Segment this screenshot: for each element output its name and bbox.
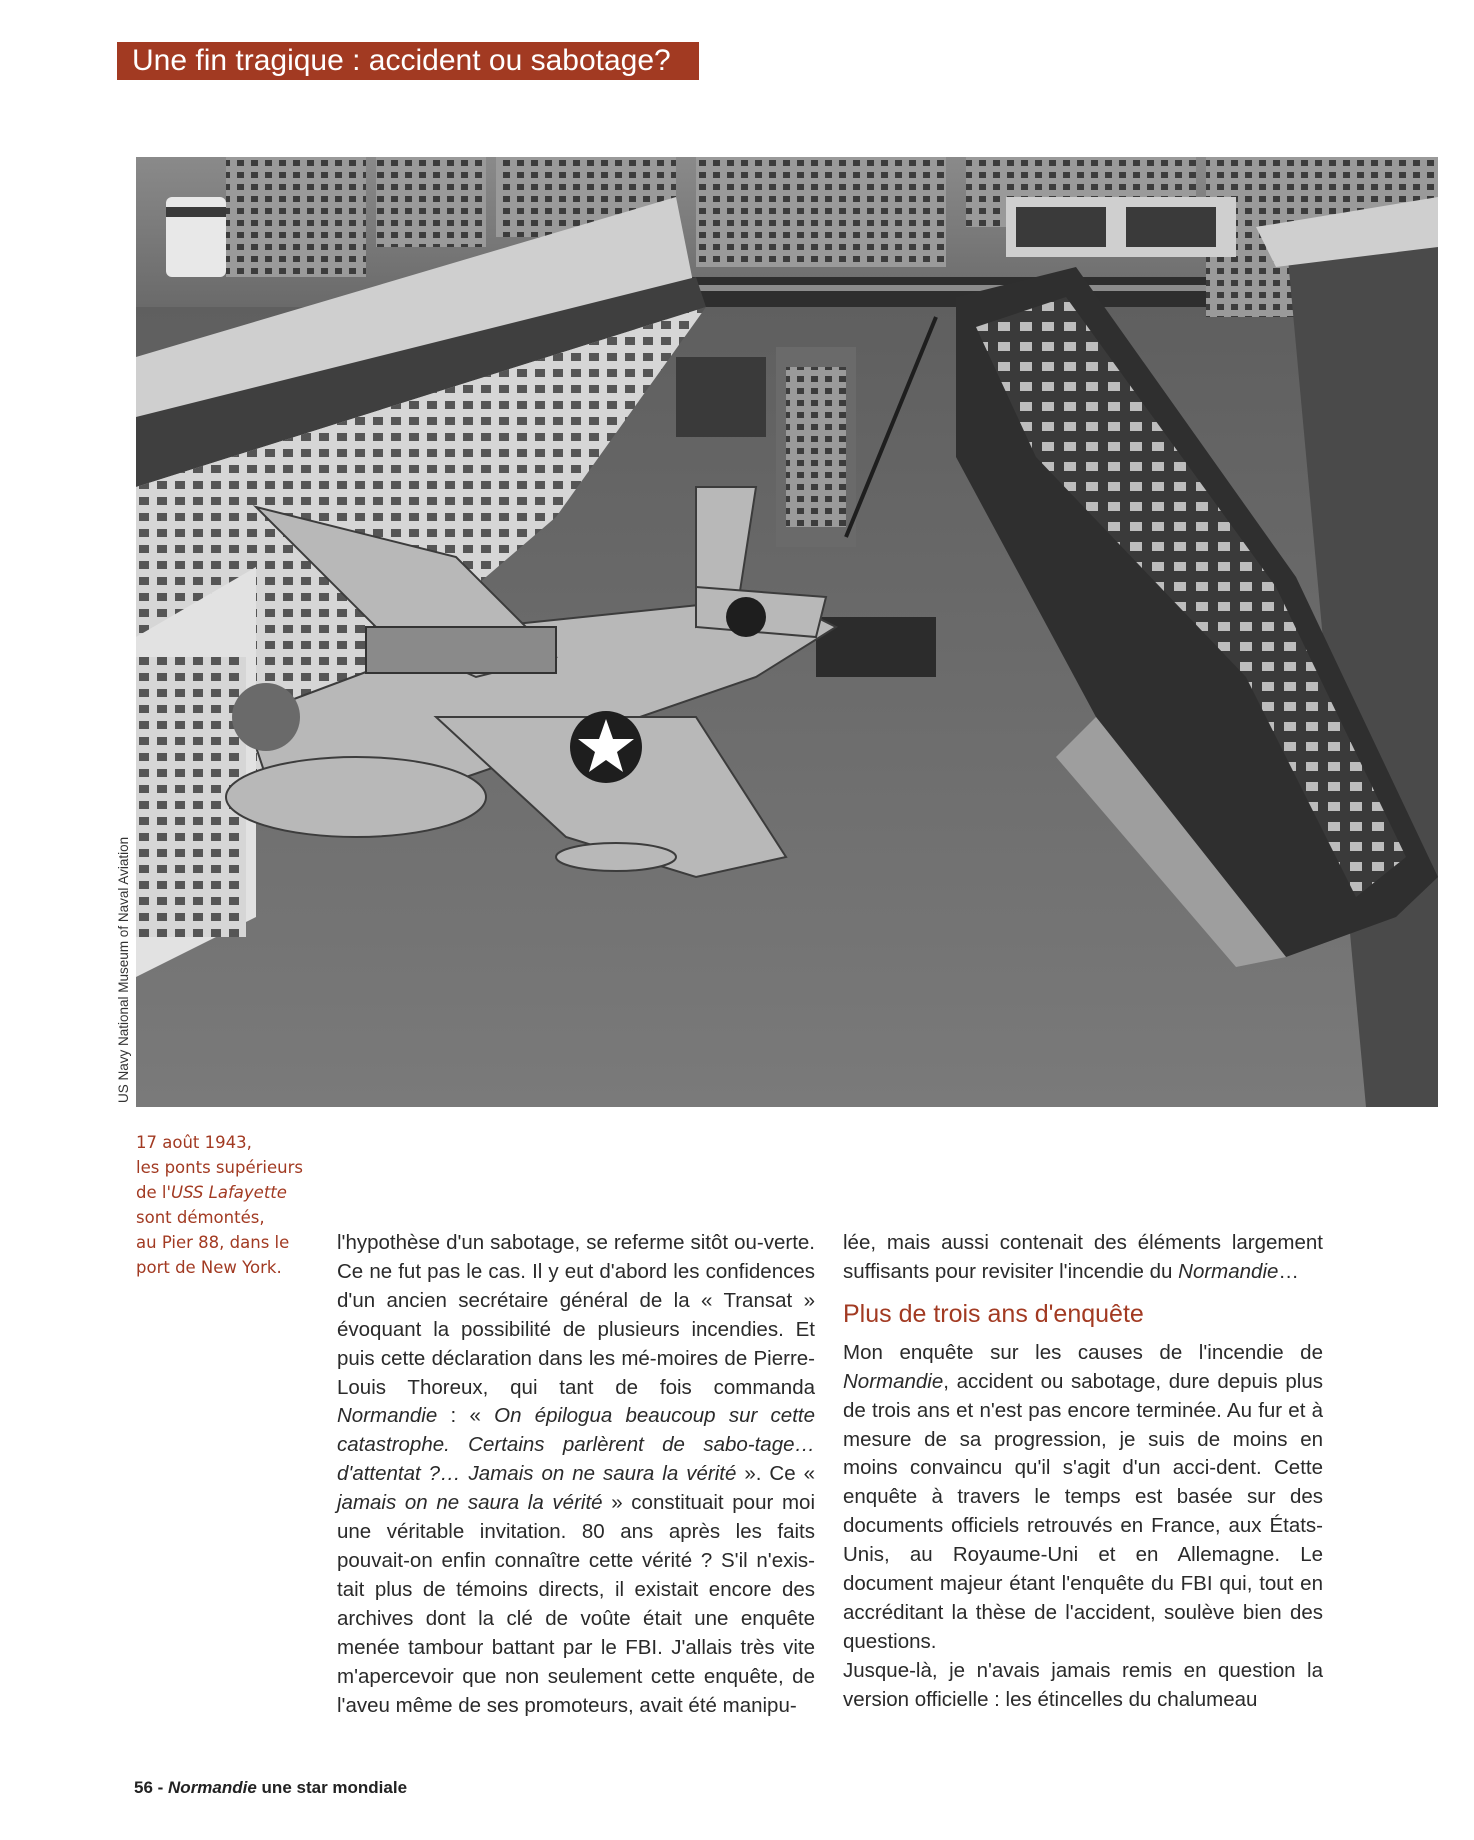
photo-credit: US Navy National Museum of Naval Aviation [116, 836, 131, 1103]
article-paragraph [337, 1229, 815, 1720]
caption-line: 17 août 1943, [136, 1133, 252, 1152]
caption-line: les ponts supérieurs [136, 1158, 303, 1177]
caption-line [136, 1180, 311, 1205]
footer-book-title: Normandie [168, 1778, 257, 1797]
article-column-2 [843, 1229, 1323, 1715]
article-column-1 [337, 1229, 815, 1720]
photo-normandie-capsized [136, 157, 1438, 1107]
text-run: , accident ou sabotage, dure depuis plus de trois ans et n'est pas encore terminée. Au fur et à mesure de sa progression, je suis de moins en moins convaincu qu'il s'agit d'un acci-dent. Cette enquête à travers le temps est basée sur des documents officiels retrouvés en France, aux États-Unis, au Royaume-Uni et en Allemagne. Le document majeur étant l'enquête du FBI qui, tout en accréditant la thèse de l'accident, soulève bien des questions. [843, 1369, 1323, 1653]
caption-line: port de New York. [136, 1258, 282, 1277]
section-subheading: Plus de trois ans d'enquête [843, 1299, 1144, 1328]
text-run: lée, mais aussi contenait des éléments largement suffisants pour revisiter l'incendie du [843, 1231, 1323, 1283]
article-paragraph [843, 1229, 1323, 1287]
quote-repeat: jamais on ne saura la vérité [337, 1491, 603, 1515]
ship-name: Normandie [337, 1404, 438, 1428]
text-run: » constituait pour moi une véritable invitation. 80 ans après les faits pouvait-on enfin connaître cette vérité ? S'il n'exis-tait plus de témoins directs, il existait encore des archives dont la clé de voûte était une enquête menée tambour battant par le FBI. J'allais très vite m'apercevoir que non seulement cette enquête, de l'aveu même de ses promoteurs, avait été manipu- [337, 1491, 816, 1717]
page-number: 56 [134, 1778, 153, 1797]
section-title: Une fin tragique : accident ou sabotage? [117, 42, 699, 80]
quote-thoreux: On épilogua beaucoup sur cette catastrophe. Certains parlèrent de sabo-tage… d'attentat ?… Jamais on ne saura la vérité [337, 1404, 815, 1486]
caption-line: sont démontés, [136, 1208, 265, 1227]
text-run: Mon enquête sur les causes de l'incendie de [843, 1340, 1323, 1364]
ship-name: Normandie [1178, 1259, 1279, 1283]
caption-ship-name: USS Lafayette [171, 1183, 287, 1202]
photo-caption [136, 1130, 311, 1280]
text-run: l'hypothèse d'un sabotage, se referme sitôt ou-verte. Ce ne fut pas le cas. Il y eut d'abord les confidences d'un ancien secrétaire général de la « Transat » évoquant la possibilité de plusieurs incendies. Et puis cette déclaration dans les mé-moires de Pierre-Louis Thoreux, qui tant de fois commanda [337, 1231, 815, 1399]
article-paragraph: Jusque-là, je n'avais jamais remis en question la version officielle : les étincelles du chalumeau [843, 1658, 1323, 1711]
article-paragraph [843, 1339, 1323, 1657]
footer-separator: - [152, 1778, 169, 1797]
ship-name: Normandie [843, 1369, 944, 1393]
caption-line: au Pier 88, dans le [136, 1233, 290, 1252]
footer-book-subtitle: une star mondiale [256, 1778, 408, 1797]
page-footer [134, 1777, 407, 1799]
text-run: … [1278, 1259, 1299, 1283]
text-run: : « [437, 1404, 495, 1428]
text-run: ». Ce « [736, 1462, 815, 1486]
caption-text: de l' [136, 1183, 171, 1202]
